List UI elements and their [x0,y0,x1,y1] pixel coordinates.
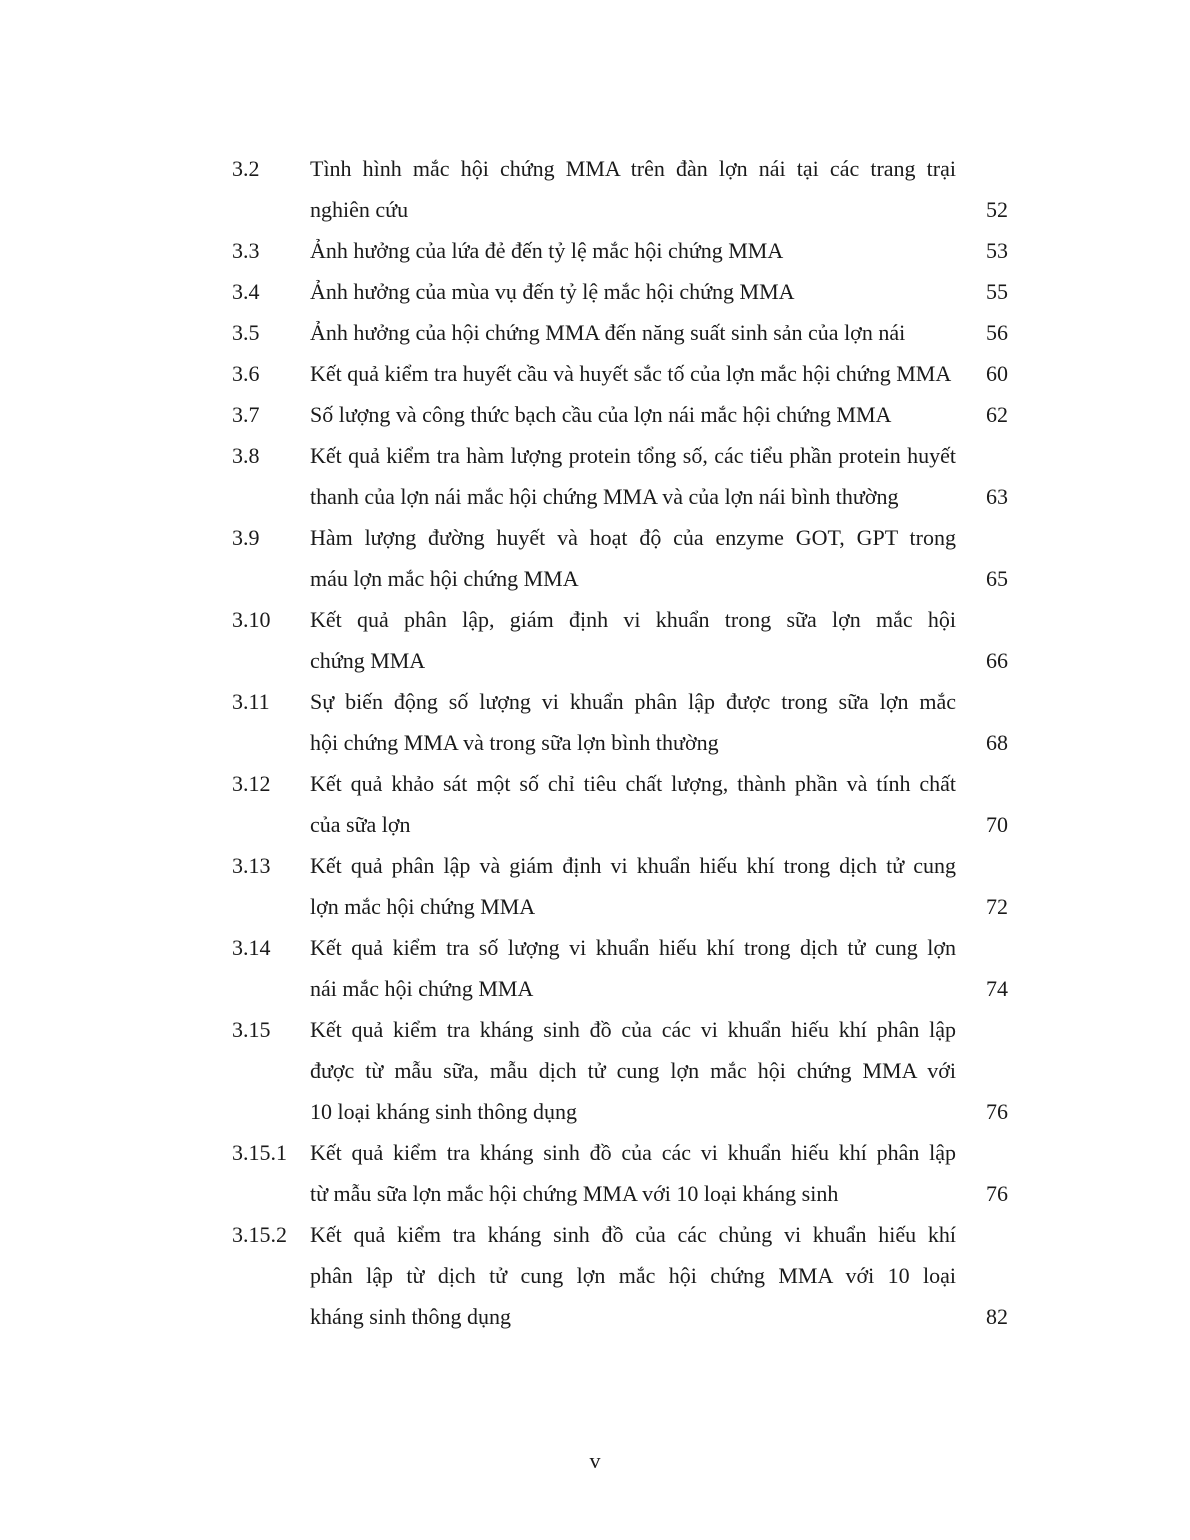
toc-entry-page: 74 [986,976,1008,1001]
toc-entry-number: 3.3 [232,238,260,263]
toc-entry-title-line: Kết quả khảo sát một số chỉ tiêu chất lượng, thành phần và tính chất [310,771,956,796]
toc-entry-page: 65 [986,566,1008,591]
toc-entry-title-line: Kết quả kiểm tra kháng sinh đồ của các chủng vi khuẩn hiếu khí [310,1222,956,1247]
toc-entry-page: 62 [986,402,1008,427]
toc-entry-title-line: lợn mắc hội chứng MMA [310,894,536,919]
toc-entry-number: 3.12 [232,771,271,796]
toc-entry-number: 3.15.1 [232,1140,287,1165]
toc-entry-number: 3.6 [232,361,260,386]
toc-entry-title-line: Kết quả kiểm tra kháng sinh đồ của các vi khuẩn hiếu khí phân lập [310,1140,956,1165]
toc-entry-page: 60 [986,361,1008,386]
toc-entry-title [310,353,956,394]
toc-entry-number: 3.9 [232,525,260,550]
toc-entry [232,681,1012,763]
toc-entry-number: 3.13 [232,853,271,878]
toc-entry-page: 76 [986,1181,1008,1206]
toc-entry-title [310,681,956,763]
toc-entry-number: 3.10 [232,607,271,632]
toc-entry [232,1009,1012,1132]
toc-entry-page: 82 [986,1304,1008,1329]
toc-entry-page: 52 [986,197,1008,222]
toc-entry [232,763,1012,845]
toc-entry-title-line: thanh của lợn nái mắc hội chứng MMA và của lợn nái bình thường [310,484,899,509]
toc-entry-title [310,763,956,845]
toc-entry-title-line: Số lượng và công thức bạch cầu của lợn nái mắc hội chứng MMA [310,402,892,427]
toc-entry-number: 3.15.2 [232,1222,287,1247]
toc-entry-page: 66 [986,648,1008,673]
toc-entry-title-line: hội chứng MMA và trong sữa lợn bình thường [310,730,719,755]
toc-entry-number: 3.14 [232,935,271,960]
toc-entry-title-line: từ mẫu sữa lợn mắc hội chứng MMA với 10 loại kháng sinh [310,1181,839,1206]
toc-entry-page: 70 [986,812,1008,837]
toc-entry-title [310,1009,956,1132]
toc-entry-page: 63 [986,484,1008,509]
toc-entry-title-line: nghiên cứu [310,197,409,222]
table-of-contents [232,148,1012,1337]
toc-entry-title [310,148,956,230]
toc-entry-title [310,1214,956,1337]
toc-entry-page: 53 [986,238,1008,263]
toc-entry [232,517,1012,599]
toc-entry-title-line: Kết quả phân lập và giám định vi khuẩn hiếu khí trong dịch tử cung [310,853,956,878]
toc-entry-title-line: Tình hình mắc hội chứng MMA trên đàn lợn nái tại các trang trại [310,156,956,181]
toc-entry-title-line: chứng MMA [310,648,426,673]
toc-entry [232,845,1012,927]
toc-entry-number: 3.11 [232,689,270,714]
toc-entry-title [310,845,956,927]
toc-entry-title [310,599,956,681]
toc-entry-title-line: máu lợn mắc hội chứng MMA [310,566,579,591]
toc-entry-title [310,394,956,435]
toc-entry-title-line: nái mắc hội chứng MMA [310,976,534,1001]
toc-entry [232,230,1012,271]
toc-entry-title-line: Kết quả kiểm tra kháng sinh đồ của các vi khuẩn hiếu khí phân lập [310,1017,956,1042]
toc-entry [232,271,1012,312]
toc-entry-title [310,271,956,312]
toc-entry [232,927,1012,1009]
toc-entry-number: 3.7 [232,402,260,427]
toc-entry [232,435,1012,517]
toc-entry-title-line: Kết quả kiểm tra huyết cầu và huyết sắc tố của lợn mắc hội chứng MMA [310,361,952,386]
toc-entry-title [310,927,956,1009]
toc-entry-page: 72 [986,894,1008,919]
toc-entry [232,148,1012,230]
toc-entry-title-line: Ảnh hưởng của hội chứng MMA đến năng suất sinh sản của lợn nái [310,320,906,345]
toc-entry-title-line: phân lập từ dịch tử cung lợn mắc hội chứng MMA với 10 loại [310,1263,956,1288]
toc-entry-title [310,312,956,353]
toc-entry [232,599,1012,681]
toc-entry-number: 3.8 [232,443,260,468]
toc-entry-page: 68 [986,730,1008,755]
page-number: v [589,1448,601,1473]
toc-entry-number: 3.4 [232,279,260,304]
toc-entry-title [310,1132,956,1214]
toc-entry-title-line: Kết quả phân lập, giám định vi khuẩn trong sữa lợn mắc hội [310,607,956,632]
toc-entry-title [310,230,956,271]
toc-entry-title-line: Ảnh hưởng của mùa vụ đến tỷ lệ mắc hội chứng MMA [310,279,795,304]
toc-entry-number: 3.15 [232,1017,271,1042]
toc-entry [232,1214,1012,1337]
toc-entry-title-line: kháng sinh thông dụng [310,1304,512,1329]
toc-entry [232,1132,1012,1214]
toc-entry-title-line: Sự biến động số lượng vi khuẩn phân lập được trong sữa lợn mắc [310,689,956,714]
toc-entry-title-line: Hàm lượng đường huyết và hoạt độ của enzyme GOT, GPT trong [310,525,956,550]
toc-entry-number: 3.5 [232,320,260,345]
toc-entry-number: 3.2 [232,156,260,181]
toc-entry-title [310,517,956,599]
toc-entry-title-line: Ảnh hưởng của lứa đẻ đến tỷ lệ mắc hội chứng MMA [310,238,784,263]
toc-entry [232,353,1012,394]
toc-entry-title [310,435,956,517]
toc-entry-page: 56 [986,320,1008,345]
toc-entry-page: 76 [986,1099,1008,1124]
toc-entry-title-line: được từ mẫu sữa, mẫu dịch tử cung lợn mắc hội chứng MMA với [310,1058,956,1083]
toc-entry [232,312,1012,353]
toc-entry-title-line: của sữa lợn [310,812,411,837]
toc-entry-title-line: 10 loại kháng sinh thông dụng [310,1099,578,1124]
toc-entry [232,394,1012,435]
toc-entry-title-line: Kết quả kiểm tra số lượng vi khuẩn hiếu khí trong dịch tử cung lợn [310,935,956,960]
toc-entry-title-line: Kết quả kiểm tra hàm lượng protein tổng số, các tiểu phần protein huyết [310,443,956,468]
toc-entry-page: 55 [986,279,1008,304]
